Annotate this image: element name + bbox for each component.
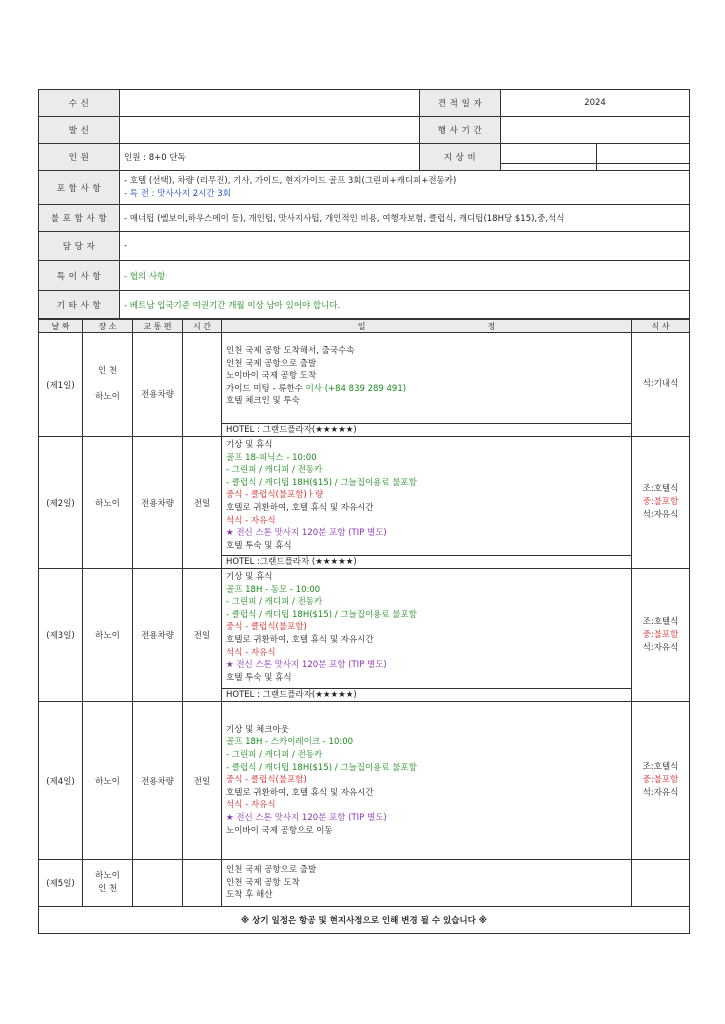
schedule-line: 기상 및 휴식	[226, 440, 273, 450]
day-label: (제2일)	[39, 437, 83, 569]
manager-label: 담 당 자	[39, 232, 120, 261]
guide-name: 가이드 미팅 - 류한수	[226, 383, 306, 394]
footer-note: ※ 상기 일정은 항공 및 현지사정으로 인해 변경 될 수 있습니다 ※	[39, 907, 690, 934]
schedule-line: 인천 국제 공항 도착해서, 출국수속	[226, 346, 355, 356]
day-label: (제5일)	[39, 860, 83, 907]
schedule-line: 골프 18-피닉스 - 10:00	[226, 452, 317, 463]
col-date: 날 짜	[39, 320, 83, 333]
place-line: 인 천	[97, 366, 118, 376]
meal-item: 중:불포함	[642, 629, 679, 640]
meal-item: 석:자유식	[642, 788, 679, 798]
col-meals: 식 사	[632, 320, 690, 333]
schedule-line: 호텔 체크인 및 투숙	[226, 396, 300, 407]
day-time	[183, 333, 222, 437]
day-meals	[632, 437, 690, 569]
day-transport: 전용차량	[133, 333, 183, 437]
included-line-1: - 호텔 (선택), 차량 (리무진), 기사, 가이드, 현지가이드 골프 3회(그린피+캐디피+전동카)	[124, 175, 457, 186]
recipient-value[interactable]	[120, 90, 420, 117]
meal-item: 조:호텔식	[642, 762, 679, 772]
day-schedule	[222, 437, 632, 569]
included-label: 포 함 사 항	[39, 171, 120, 205]
day-row	[39, 702, 690, 860]
schedule-line: - 그린피 / 캐디피 / 전동카	[226, 465, 323, 476]
other-value: - 베트남 입국기준 여권기간 개월 이상 남아 있어야 합니다.	[120, 291, 690, 319]
schedule-line: - 그린피 / 캐디피 / 전동카	[226, 750, 323, 761]
schedule-line: 중식 - 클럽식(불포함)ㅏ량	[226, 490, 324, 501]
day-label: (제1일)	[39, 333, 83, 437]
special-label: 특 이 사 항	[39, 261, 120, 291]
sender-value[interactable]	[120, 117, 420, 144]
day-place: 하노이	[83, 569, 133, 702]
itinerary-table	[38, 319, 690, 934]
recipient-label: 수 신	[39, 90, 120, 117]
included-line-2: - 특 전 : 맛사사지 2시간 3회	[124, 188, 231, 199]
day-transport	[133, 860, 183, 907]
schedule-line: 도착 후 해산	[226, 890, 273, 901]
col-schedule: 일 정	[222, 320, 632, 333]
day-schedule	[222, 333, 632, 437]
schedule-line: 골프 18H - 동모 - 10:00	[226, 584, 321, 595]
schedule-line: - 그린피 / 캐디피 / 전동카	[226, 597, 323, 608]
schedule-line: - 클럽식 / 캐디팁 18H($15) / 그늘집이용료 불포함	[226, 477, 417, 488]
col-time: 시 간	[183, 320, 222, 333]
day-transport: 전용차량	[133, 437, 183, 569]
col-place: 장 소	[83, 320, 133, 333]
schedule-line: 중식 - 클럽식(불포함)	[226, 622, 307, 633]
info-table	[38, 89, 690, 319]
excluded-label: 불 포 함 사 항	[39, 205, 120, 232]
schedule-line: 석식 - 자유식	[226, 800, 276, 811]
day-place: 하노이	[83, 437, 133, 569]
schedule-line: 골프 18H - 스카이레이크 - 10:00	[226, 737, 354, 748]
day-meals	[632, 333, 690, 437]
place-line: 인 천	[97, 884, 118, 894]
day-time: 전일	[183, 569, 222, 702]
day-label: (제4일)	[39, 702, 83, 860]
quote-date-value[interactable]: 2024	[501, 90, 690, 117]
day-row	[39, 437, 690, 569]
schedule-line: 인천 국제 공항으로 출발	[226, 865, 317, 876]
col-transport: 교 통 편	[133, 320, 183, 333]
quote-document	[38, 89, 689, 934]
other-label: 기 타 사 항	[39, 291, 120, 319]
schedule-line: 기상 및 체크아웃	[226, 724, 289, 735]
guide-contact: 이사 (+84 839 289 491)	[305, 383, 407, 394]
schedule-line: 석식 - 자유식	[226, 515, 276, 526]
sender-label: 발 신	[39, 117, 120, 144]
day-place: 하노이	[83, 702, 133, 860]
day-time: 전일	[183, 702, 222, 860]
schedule-line: 기상 및 휴식	[226, 572, 273, 582]
meal-item: 석:기내식	[642, 379, 679, 389]
schedule-line: 호텔로 귀환하여, 호텔 휴식 및 자유시간	[226, 787, 374, 798]
itinerary-header	[39, 320, 690, 333]
schedule-line: 인천 국제 공항으로 출발	[226, 358, 317, 369]
day-time	[183, 860, 222, 907]
day-meals	[632, 702, 690, 860]
schedule-line: 석식 - 자유식	[226, 647, 276, 658]
day-schedule	[222, 860, 632, 907]
quote-date-label: 견 적 일 자	[420, 90, 501, 117]
day-schedule	[222, 569, 632, 702]
day-row	[39, 860, 690, 907]
place-line: 하노이	[95, 871, 120, 881]
meal-item: 조:호텔식	[642, 484, 679, 494]
people-value[interactable]: 인원 : 8+0 단독	[120, 144, 420, 171]
schedule-line: 호텔로 귀환하여, 호텔 휴식 및 자유시간	[226, 502, 374, 513]
schedule-line: 호텔로 귀환하여, 호텔 휴식 및 자유시간	[226, 634, 374, 645]
schedule-line: 노이바이 국제 공항으로 이동	[226, 825, 333, 836]
trip-period-value[interactable]	[501, 117, 690, 144]
day-meals	[632, 569, 690, 702]
excluded-value: - 매너팁 (벨보이,하우스메이 등), 개인팁, 맛사지사팁, 개인적인 비용, 여행자보험, 클럽식, 캐디팁(18H당 $15),중,석식	[120, 205, 690, 232]
manager-value[interactable]: -	[120, 232, 690, 261]
schedule-line: 중식 - 클럽식(불포함)	[226, 775, 307, 786]
day-place	[83, 860, 133, 907]
meal-item: 중:불포함	[642, 497, 679, 507]
hotel-line: HOTEL : 그랜드플라자(★★★★★)	[222, 423, 631, 436]
day-schedule	[222, 702, 632, 860]
schedule-line: 인천 국제 공항 도착	[226, 877, 300, 888]
day-label: (제3일)	[39, 569, 83, 702]
day-meals	[632, 860, 690, 907]
day-place	[83, 333, 133, 437]
people-label: 인 원	[39, 144, 120, 171]
local-cost-cell-2[interactable]	[597, 144, 690, 171]
day-transport: 전용차량	[133, 569, 183, 702]
day-time: 전일	[183, 437, 222, 569]
schedule-line: ★ 전신 스톤 맛사지 120분 포함 (TIP 별도)	[226, 528, 387, 539]
schedule-line-guide	[226, 383, 627, 396]
trip-period-label: 행 사 기 간	[420, 117, 501, 144]
schedule-line: - 클럽식 / 캐디팁 18H($15) / 그늘집이용료 불포함	[226, 609, 417, 620]
special-value: - 협의 사항	[120, 261, 690, 291]
place-line	[83, 378, 132, 391]
meal-item: 중:불포함	[642, 775, 679, 785]
day-transport: 전용차량	[133, 702, 183, 860]
meal-item: 석:자유식	[642, 510, 679, 520]
day-row	[39, 569, 690, 702]
schedule-line: ★ 전신 스톤 맛사지 120분 포함 (TIP 별도)	[226, 812, 387, 823]
schedule-line: 호텔 투숙 및 휴식	[226, 672, 292, 683]
schedule-line: ★ 전신 스톤 맛사지 120분 포함 (TIP 별도)	[226, 660, 387, 671]
meal-item: 조:호텔식	[642, 616, 679, 627]
hotel-line: HOTEL :그랜드플라자 (★★★★★)	[222, 555, 631, 568]
local-cost-cell[interactable]	[501, 144, 597, 171]
schedule-line: 호텔 투숙 및 휴식	[226, 540, 292, 551]
included-value	[120, 171, 690, 205]
meal-item: 석:자유식	[642, 642, 679, 653]
schedule-line: 노이바이 국제 공항 도착	[226, 371, 317, 382]
schedule-line: - 클럽식 / 캐디팁 18H($15) / 그늘집이용료 불포함	[226, 762, 417, 773]
hotel-line: HOTEL : 그랜드플라자(★★★★★)	[222, 688, 631, 701]
day-row	[39, 333, 690, 437]
local-cost-label: 지 상 비	[420, 144, 501, 171]
place-line: 하노이	[95, 392, 120, 402]
